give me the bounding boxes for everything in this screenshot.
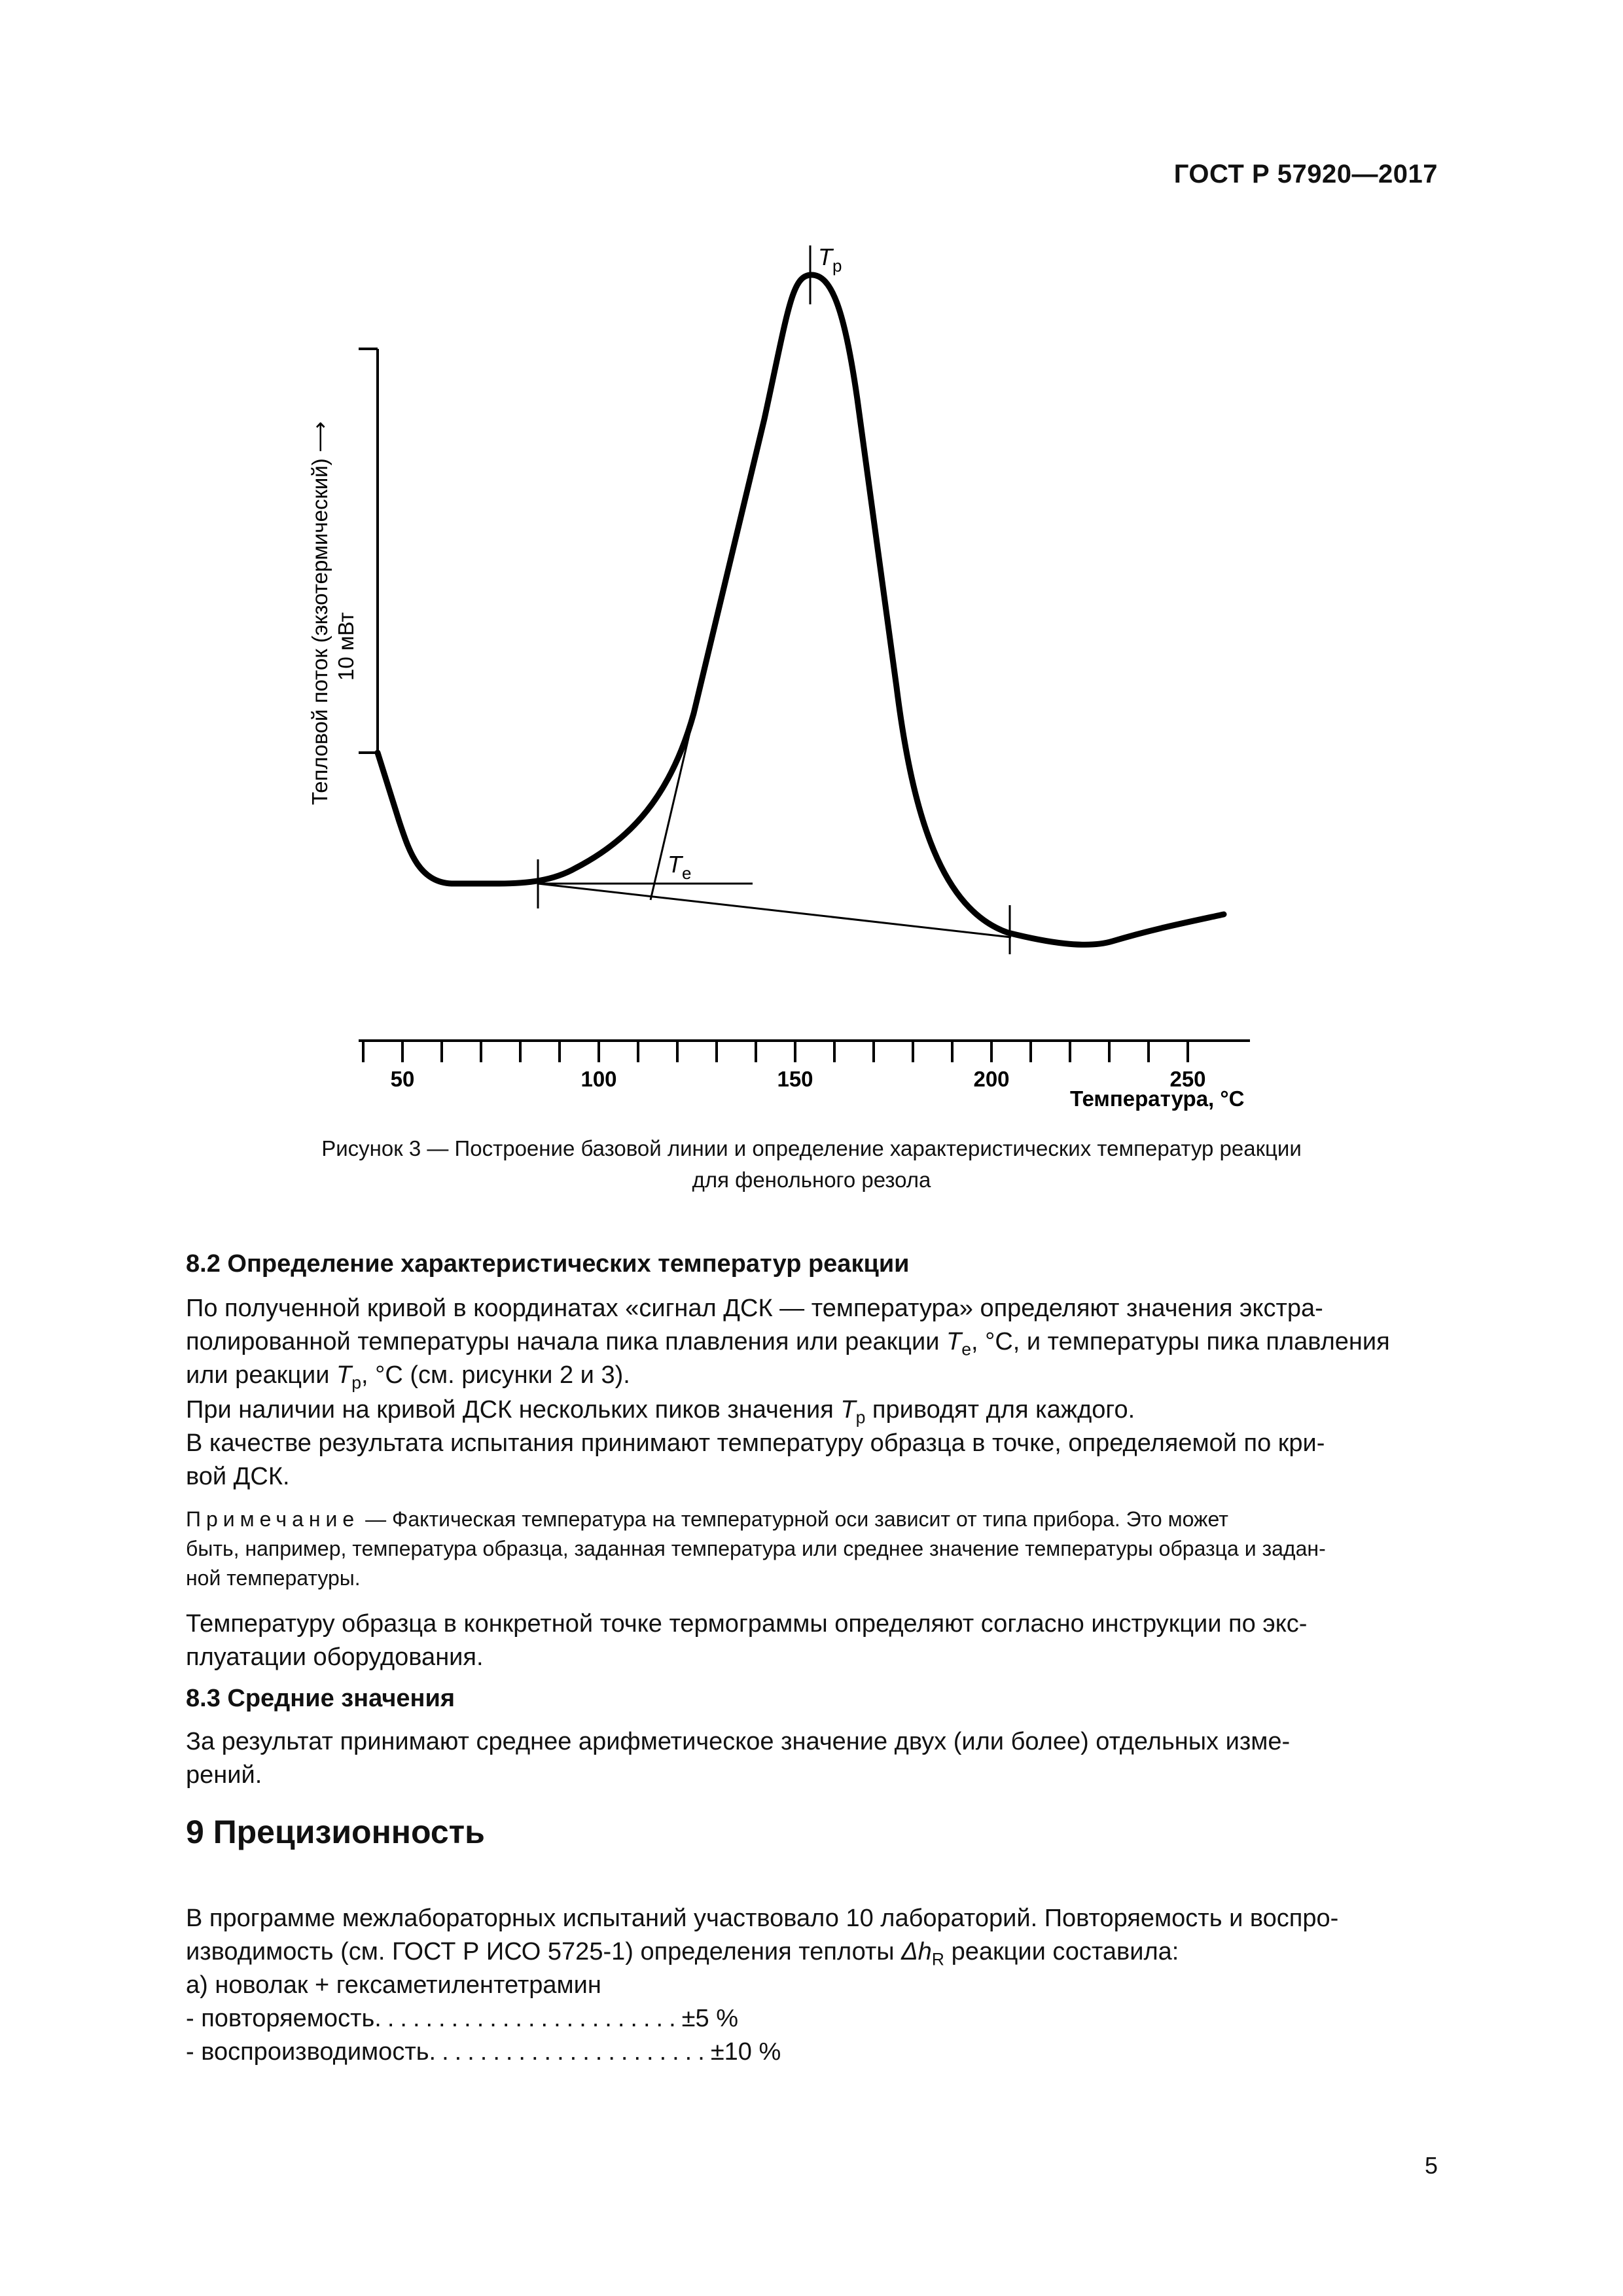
y-axis-label: Тепловой поток (экзотермический) ⟶ bbox=[308, 421, 332, 805]
repeatability-row: - повторяемость........................±5 % bbox=[186, 2005, 738, 2032]
note-line3: ной температуры. bbox=[186, 1566, 361, 1590]
para-8-2-line2: полированной температуры начала пика плавления или реакции $T_e$, °С, и температуры пика плавления bbox=[186, 1328, 1390, 1359]
x-tick-label: 200 bbox=[973, 1067, 1010, 1091]
tp-label: $T_p$ bbox=[818, 243, 842, 276]
x-tick-label: 50 bbox=[390, 1067, 415, 1091]
note-line1: Примечание — Фактическая температура на температурной оси зависит от типа прибора. Это может bbox=[186, 1507, 1228, 1531]
para-8-2-line7: Температуру образца в конкретной точке термограммы определяют согласно инструкции по экс- bbox=[186, 1610, 1308, 1638]
para-8-2-line1 bbox=[186, 1295, 1436, 1323]
x-axis-label: Температура, °С bbox=[1070, 1086, 1245, 1111]
figure-caption bbox=[164, 1133, 1459, 1196]
list-item-a: а) новолак + гексаметилентетрамин bbox=[186, 1971, 601, 1999]
caption-line-2: для фенольного резола bbox=[692, 1168, 931, 1192]
x-tick-label: 150 bbox=[777, 1067, 813, 1091]
page-number: 5 bbox=[1424, 2152, 1438, 2179]
para-8-3-line1: За результат принимают среднее арифметическое значение двух (или более) отдельных изме- bbox=[186, 1728, 1291, 1755]
y-scale-bar bbox=[359, 349, 378, 753]
dsc-curve bbox=[378, 275, 1224, 944]
para-8-2-line6: вой ДСК. bbox=[186, 1463, 290, 1490]
text: По полученной кривой в координатах «сигнал ДСК — температура» определяют значения экстра- bbox=[186, 1295, 1323, 1322]
section-9-title: 9 Прецизионность bbox=[186, 1814, 485, 1850]
para-9-line2: изводимость (см. ГОСТ Р ИСО 5725-1) определения теплоты $\Delta h_R$ реакции составила: bbox=[186, 1938, 1179, 1969]
para-8-2-line8: плуатации оборудования. bbox=[186, 1643, 484, 1671]
section-8-2-title: 8.2 Определение характеристических температур реакции bbox=[186, 1250, 910, 1278]
para-8-2-line4: При наличии на кривой ДСК нескольких пиков значения $T_p$ приводят для каждого. bbox=[186, 1396, 1135, 1427]
te-label: $T_e$ bbox=[668, 851, 692, 883]
dsc-figure bbox=[0, 0, 1623, 1126]
reproducibility-row: - воспроизводимость......................±10 % bbox=[186, 2038, 781, 2066]
para-9-line1: В программе межлабораторных испытаний участвовало 10 лабораторий. Повторяемость и воспро- bbox=[186, 1905, 1339, 1932]
para-8-3-line2: рений. bbox=[186, 1761, 262, 1789]
para-8-2-line5: В качестве результата испытания принимают температуру образца в точке, определяемой по кри- bbox=[186, 1429, 1325, 1457]
note-line2: быть, например, температура образца, заданная температура или среднее значение температуры образца и задан- bbox=[186, 1537, 1326, 1560]
x-tick-label: 250 bbox=[1169, 1067, 1206, 1091]
section-8-3-title: 8.3 Средние значения bbox=[186, 1685, 455, 1712]
x-tick-label: 100 bbox=[580, 1067, 617, 1091]
y-scale-label: 10 мВт bbox=[334, 612, 358, 681]
document-id: ГОСТ Р 57920—2017 bbox=[1173, 160, 1438, 188]
para-8-2-line3: или реакции $T_p$, °С (см. рисунки 2 и 3). bbox=[186, 1361, 630, 1393]
caption-line-1: Рисунок 3 — Построение базовой линии и определение характеристических температур реакции bbox=[321, 1136, 1302, 1160]
